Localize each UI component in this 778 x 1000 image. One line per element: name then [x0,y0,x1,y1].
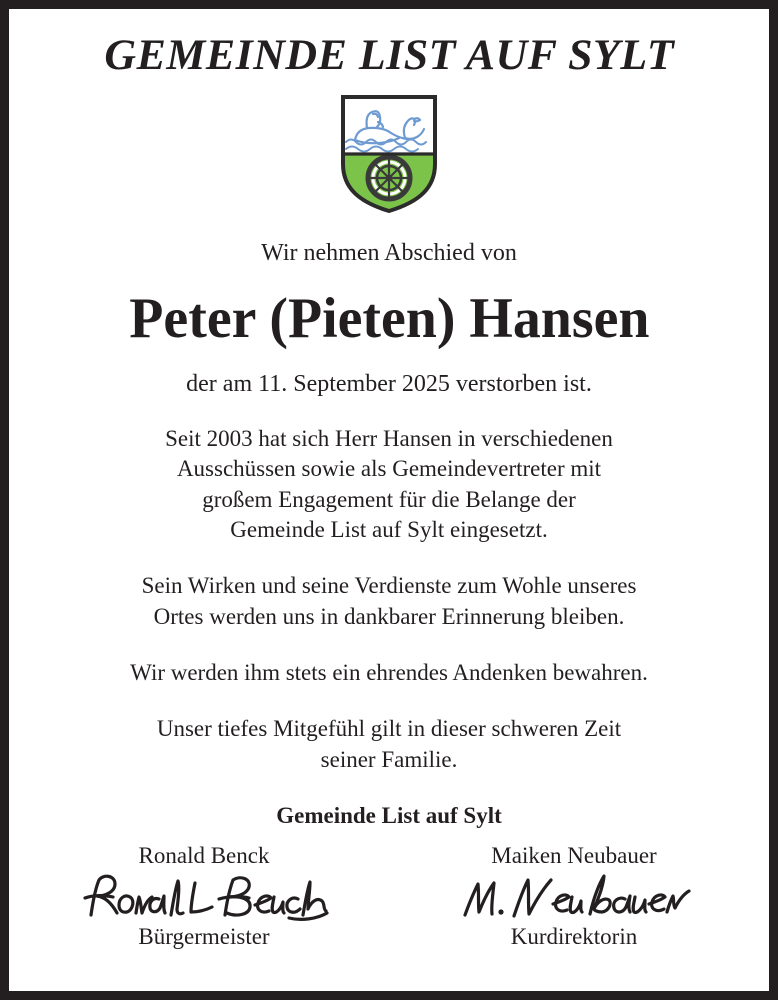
signatory-name: Ronald Benck [138,843,270,869]
deceased-name: Peter (Pieten) Hansen [128,287,650,350]
signatory-name: Maiken Neubauer [491,843,657,869]
tribute-paragraph-4 [157,714,621,775]
signatory-block-mayor [39,843,369,950]
signatory-role: Kurdirektorin [510,924,638,950]
tribute-line: Seit 2003 hat sich Herr Hansen in verschiedenen [165,425,613,451]
tribute-line: Unser tiefes Mitgefühl gilt in dieser schweren Zeit [156,716,622,742]
tribute-paragraph-2 [142,571,637,632]
organization-name: Gemeinde List auf Sylt [276,803,502,829]
tribute-paragraph-3 [130,658,648,688]
tribute-line: großem Engagement für die Belange der [202,486,576,512]
signature-row [39,843,739,950]
coat-of-arms-icon [337,92,441,216]
notice-card [9,9,769,991]
signature-mark-maiken-neubauer [457,870,692,924]
tribute-line: Gemeinde List auf Sylt eingesetzt. [230,516,548,542]
signatory-block-spa-director [409,843,739,950]
tribute-line: Sein Wirken und seine Verdienste zum Wohle unseres [141,573,637,599]
tribute-paragraph-1 [165,424,613,545]
death-date-line: der am 11. September 2025 verstorben ist. [186,370,592,397]
page-title: GEMEINDE LIST AUF SYLT [104,32,674,79]
signature-mark-ronald-benck [79,870,329,924]
tribute-line: seiner Familie. [320,746,458,772]
signatory-role: Bürgermeister [138,924,270,950]
farewell-lead-text: Wir nehmen Abschied von [261,240,517,266]
tribute-line: Ortes werden uns in dankbarer Erinnerung bleiben. [153,603,625,629]
tribute-line: Ausschüssen sowie als Gemeindevertreter mit [176,456,602,482]
tribute-line: Wir werden ihm stets ein ehrendes Andenken bewahren. [130,660,648,685]
